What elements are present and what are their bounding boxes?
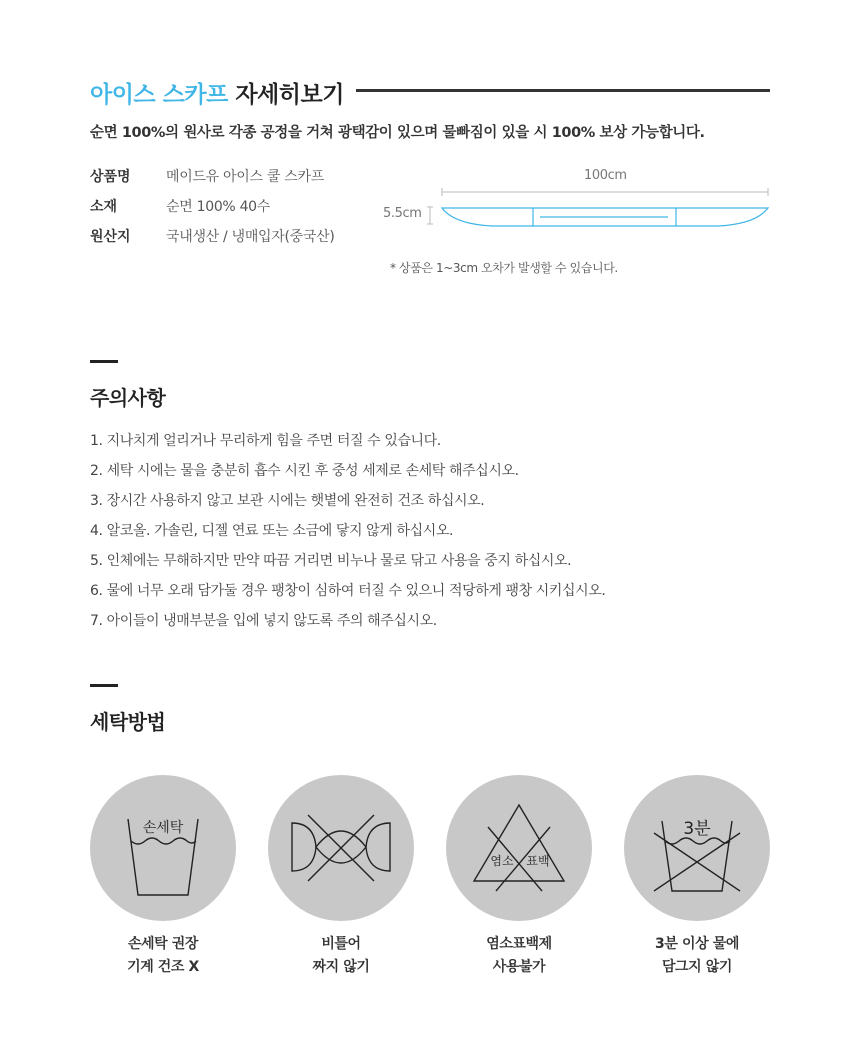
spec-row-origin: [90, 226, 335, 246]
spec-value: 국내생산 / 냉매입자(중국산): [166, 229, 335, 245]
list-item: 1. 지나치게 얼리거나 무리하게 힘을 주면 터질 수 있습니다.: [90, 433, 441, 449]
washing-title: 세탁방법: [90, 710, 166, 734]
caption-line1: 손세탁 권장: [127, 936, 199, 952]
no-bleach-icon: [446, 775, 592, 921]
wash-item-do-not-soak: [624, 775, 770, 979]
size-tolerance-note: * 상품은 1~3cm 오차가 발생할 수 있습니다.: [390, 261, 618, 275]
soak-symbol-text: 3분: [683, 819, 711, 839]
wash-item-hand-wash: [90, 775, 236, 979]
hand-wash-symbol-text: 손세탁: [142, 820, 184, 836]
caption-line1: 비틀어: [321, 936, 361, 952]
caption-line1: 염소표백제: [486, 936, 552, 952]
page-title: [90, 76, 344, 109]
title-accent: 아이스 스카프: [90, 82, 228, 108]
do-not-soak-icon: [624, 775, 770, 921]
spec-value: 메이드유 아이스 쿨 스카프: [166, 169, 324, 185]
bleach-symbol-text-left: 염소: [490, 854, 514, 868]
title-divider: [356, 89, 770, 92]
caption-line2: 사용불가: [492, 959, 546, 975]
caption-line2: 짜지 않기: [312, 959, 370, 975]
spec-row-product-name: [90, 166, 324, 186]
spec-value: 순면 100% 40수: [166, 199, 271, 215]
caption-line1: 3분 이상 물에: [655, 936, 739, 952]
list-item: 6. 물에 너무 오래 담가둘 경우 팽창이 심하여 터질 수 있으니 적당하게 팽창 시키십시오.: [90, 583, 606, 599]
do-not-wring-icon: [268, 775, 414, 921]
bleach-symbol-text-right: 표백: [526, 854, 550, 868]
caution-title: 주의사항: [90, 386, 166, 410]
wash-item-do-not-wring: [268, 775, 414, 979]
list-item: 2. 세탁 시에는 물을 충분히 흡수 시킨 후 중성 세제로 손세탁 해주십시오.: [90, 463, 519, 479]
list-item: 4. 알코올. 가솔린, 디젤 연료 또는 소금에 닿지 않게 하십시오.: [90, 523, 454, 539]
spec-label: 소재: [90, 199, 118, 215]
washing-section-bar: [90, 684, 118, 687]
list-item: 7. 아이들이 냉매부분을 입에 넣지 않도록 주의 해주십시오.: [90, 613, 437, 629]
wash-item-no-bleach: [446, 775, 592, 979]
list-item: 3. 장시간 사용하지 않고 보관 시에는 햇볕에 완전히 건조 하십시오.: [90, 493, 485, 509]
scarf-diagram: [420, 184, 780, 234]
spec-label: 원산지: [90, 229, 131, 245]
hand-wash-icon: [90, 775, 236, 921]
caution-list: [90, 430, 605, 640]
width-label: 5.5cm: [383, 206, 422, 221]
caption-line2: 담그지 않기: [661, 959, 733, 975]
title-rest: 자세히보기: [227, 82, 344, 108]
spec-row-material: [90, 196, 270, 216]
caption-line2: 기계 건조 X: [127, 959, 199, 975]
spec-label: 상품명: [90, 169, 131, 185]
intro-text: 순면 100%의 원사로 각종 공정을 거쳐 광택감이 있으며 물빠짐이 있을 시 100% 보상 가능합니다.: [90, 125, 705, 141]
length-label: 100cm: [584, 168, 627, 183]
list-item: 5. 인체에는 무해하지만 만약 따끔 거리면 비누나 물로 닦고 사용을 중지 하십시오.: [90, 553, 572, 569]
caution-section-bar: [90, 360, 118, 363]
